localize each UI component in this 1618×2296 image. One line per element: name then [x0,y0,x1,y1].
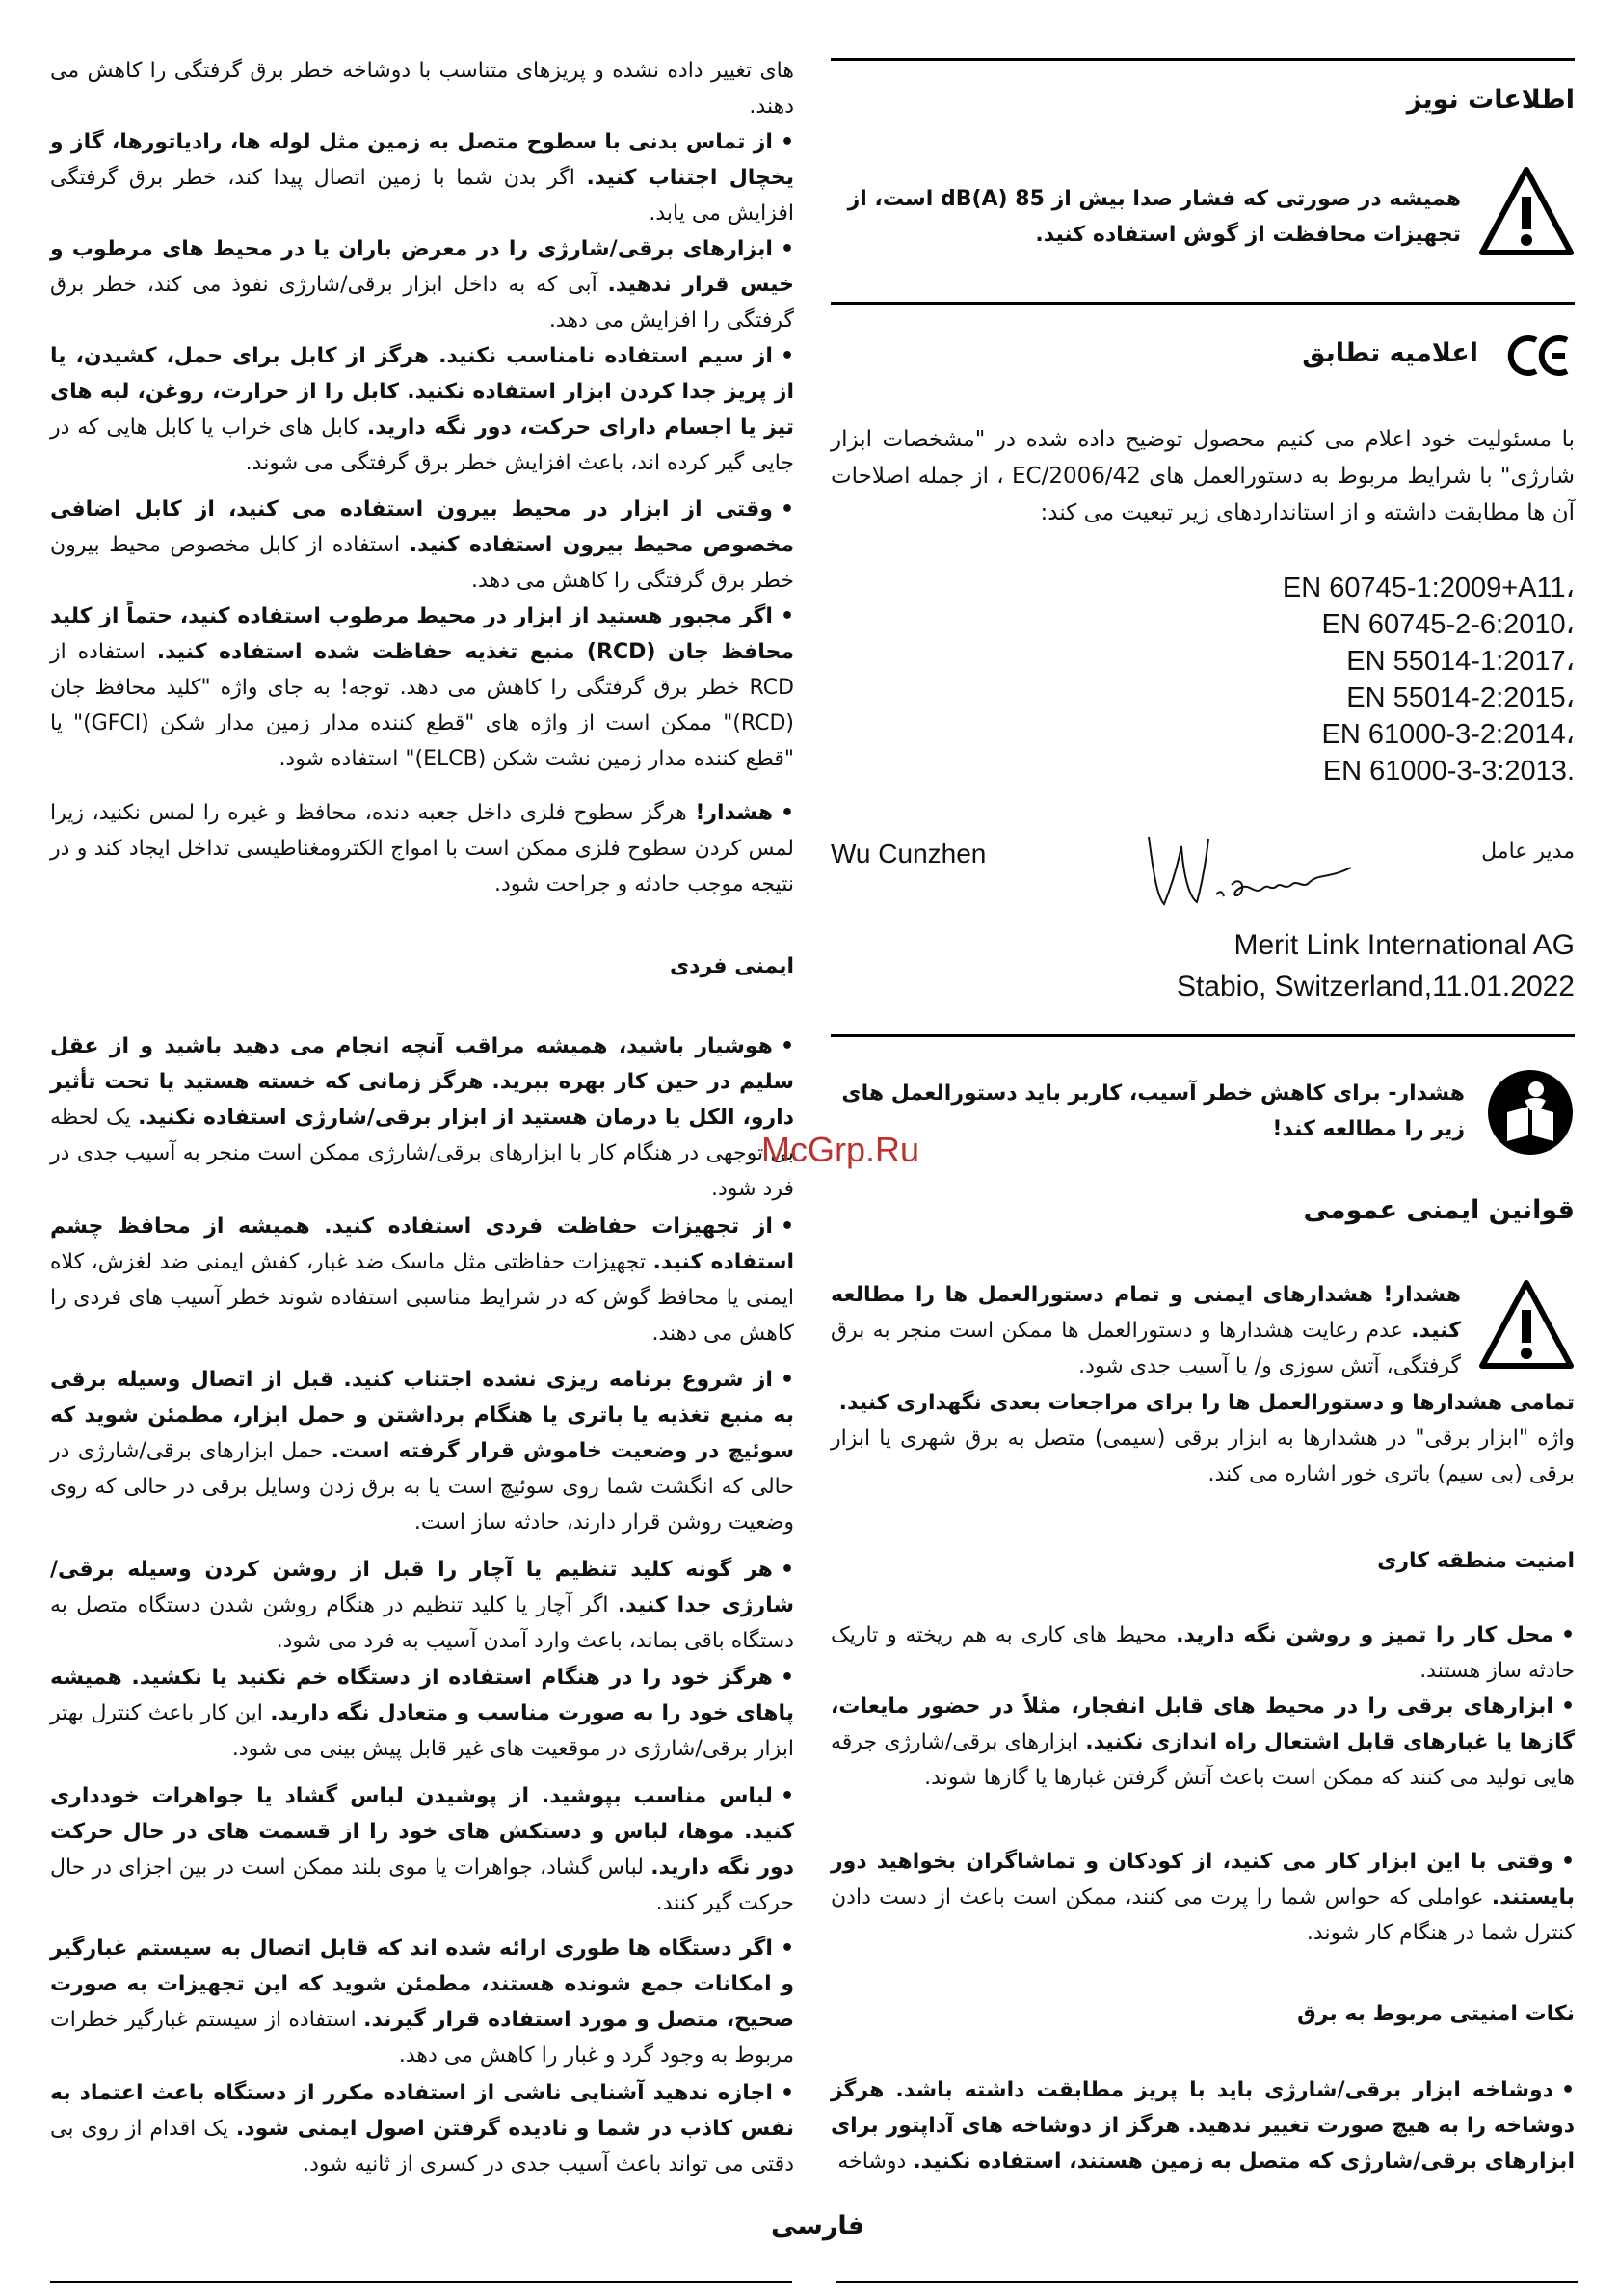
list-item: •هرگز خود را در هنگام استفاده از دستگاه خم نکنید یا نکشید. همیشه پاهای خود را به صورت مناسب و متعادل نگه دارید. این کار باعث کنترل بهتر ابزار برقی/شارژی در موقعیت های غیر قابل پیش بینی می شود. [50,1666,794,1761]
divider [831,302,1575,305]
signature-image [1139,827,1361,918]
list-item: •محل کار را تمیز و روشن نگه دارید. محیط های کاری به هم ریخته و تاریک حادثه ساز هستند. [831,1623,1576,1683]
standard-item: EN 61000-3-3:2013. [1322,756,1575,787]
divider [831,58,1575,61]
list-item: •لباس مناسب بپوشید. از پوشیدن لباس گشاد یا جواهرات خودداری کنید. موها، لباس و دستکش های خود را از قسمت های در حال حرکت دور نگه دارید. لباس گشاد، جواهرات یا موی بلند ممکن است در بین اجزای در حال حرکت گیر کنند. [50,1784,794,1915]
footer-divider [50,2281,792,2283]
ce-mark-icon [1507,333,1575,383]
list-item: •از تجهیزات حفاظت فردی استفاده کنید. همیشه از محافظ چشم استفاده کنید. تجهیزات حفاظتی مثل ماسک ضد غبار، کفش ایمنی ضد لغزش، کلاه ایمنی یا محافظ گوش که در شرایط مناسبی استفاده شوند خطر آسیب های فردی را کاهش می دهند. [50,1215,794,1346]
declaration-title: اعلامیه تطابق [1302,338,1478,368]
list-item: •از تماس بدنی با سطوح متصل به زمین مثل لوله ها، رادیاتورها، گاز و یخچال اجتناب کنید. اگر بدن شما با زمین اتصال پیدا کند، خطر برق گرفتگی افزایش می یابد. [50,130,795,226]
divider [831,1034,1575,1037]
footer-divider [836,2281,1578,2283]
declaration-intro: با مسئولیت خود اعلام می کنیم محصول توضیح داده شده در "مشخصات ابزار شارژی" با شرایط مربوط به دستورالعمل های 2006/42/EC ، از جمله اصلاحات آن ها مطابقت داشته و از استانداردهای زیر تبعیت می کند: [831,427,1575,525]
list-item: •ابزارهای برقی/شارژی را در معرض باران یا در محیط های مرطوب و خیس قرار ندهید. آبی که به داخل ابزار برقی/شارژی نفوذ می کند، خطر برق گرفتگی را افزایش می دهد. [50,237,795,333]
place-date: Stabio, Switzerland,11.01.2022 [1176,971,1575,1002]
list-item: •هشدار! هرگز سطوح فلزی داخل جعبه دنده، محافظ و غیره را لمس نکنید، زیرا لمس کردن سطوح فلزی ممکن است با امواج الکترومغناطیسی تداخل ایجاد کند و در نتیجه موجب حادثه و جراحت شود. [50,801,795,896]
declaration-heading [1286,333,1575,381]
electrical-title: نکات امنیتی مربوط به برق [1297,2002,1575,2026]
signer-name: Wu Cunzhen [831,839,987,868]
list-item: •هر گونه کلید تنظیم یا آچار را قبل از روشن کردن وسیله برقی/شارژی جدا کنید. اگر آچار یا کلید تنظیم در هنگام روشن شدن دستگاه متصل به دستگاه باقی بماند، باعث وارد آمدن آسیب به فرد می شود. [50,1558,795,1653]
keep-instructions: تمامی هشدارها و دستورالعمل ها را برای مراجعات بعدی نگهداری کنید. [838,1391,1575,1415]
list-item: •دوشاخه ابزار برقی/شارژی باید با پریز مطابقت داشته باشد. هرگز دوشاخه را به هیچ صورت تغییر ندهید. هرگز از دوشاخه های آداپتور برای ابزارهای برقی/شارژی که متصل به زمین هستند، استفاده نکنید. دوشاخه [831,2078,1575,2174]
general-warning-box [831,1277,1575,1402]
warning-triangle-icon [1478,1277,1575,1377]
general-warning-bold: هشدار! هشدارهای ایمنی و تمام دستورالعمل ها را مطالعه کنید. [831,1283,1461,1343]
general-rules-title: قوانین ایمنی عمومی [1303,1195,1575,1225]
company-name: Merit Link International AG [1233,929,1575,961]
watermark: McGrp.Ru [761,1130,920,1169]
standard-item: EN 55014-1:2017، [1346,646,1575,677]
standard-item: EN 61000-3-2:2014، [1321,719,1575,750]
list-item: •اگر دستگاه ها طوری ارائه شده اند که قابل اتصال به سیستم غبارگیر و امکانات جمع شونده هستند، مطمئن شوید که این تجهیزات به صورت صحیح، متصل و مورد استفاده قرار گیرند. استفاده از سیستم غبارگیر خطرات مربوط به وجود گرد و غبار را کاهش می دهد. [50,1936,794,2068]
list-item: •از سیم استفاده نامناسب نکنید. هرگز از کابل برای حمل، کشیدن، یا از پریز جدا کردن ابزار استفاده نکنید. کابل را از حرارت، روغن، لبه های تیز یا اجسام دارای حرکت، دور نگه دارید. کابل های خراب یا کابل هایی که در جایی گیر کرده اند، باعث افزایش خطر برق گرفتگی می شوند. [50,344,794,475]
manual-warning-box [831,1068,1575,1164]
general-warning-detail: عدم رعایت هشدارها و دستورالعمل ها ممکن است منجر به برق گرفتگی، آتش سوزی و/ یا آسیب جدی شود. [831,1319,1461,1378]
noise-warning-box [831,164,1575,280]
warning-triangle-icon [1478,164,1575,264]
work-area-title: امنیت منطقه کاری [1377,1549,1575,1573]
list-item: •اجازه ندهید آشنایی ناشی از استفاده مکرر از دستگاه باعث اعتماد به نفس کاذب در شما و نادیده گرفتن اصول ایمنی شود. یک اقدام از روی بی دقتی می تواند باعث آسیب جدی در کسری از ثانیه شود. [50,2081,794,2176]
list-item: •از شروع برنامه ریزی نشده اجتناب کنید. قبل از اتصال وسیله برقی به منبع تغذیه یا باتری یا هنگام برداشتن و حمل ابزار، مطمئن شوید که سوئیچ در وضعیت خاموش قرار گرفته است. حمل ابزارهای برقی/شارژی در حالی که انگشت شما روی سوئیچ است یا به برق زدن وسایل برقی در حالی که روی وضعیت روشن قرار دارند، حادثه ساز است. [50,1368,794,1535]
noise-title: اطلاعات نویز [1406,85,1575,115]
read-manual-icon [1486,1068,1575,1161]
continued-text: های تغییر داده نشده و پریزهای متناسب با دوشاخه خطر برق گرفتگی را کاهش می دهند. [50,59,794,119]
standard-item: EN 60745-2-6:2010، [1321,609,1575,640]
list-item: •ابزارهای برقی را در محیط های قابل انفجار، مثلاً در حضور مایعات، گازها یا غبارهای قابل اشتعال راه اندازی نکنید. ابزارهای برقی/شارژی جرقه هایی تولید می کنند که ممکن است باعث آتش گرفتن غبارها یا گازها شوند. [831,1695,1575,1790]
signer-title: مدیر عامل [1481,840,1575,864]
standard-item: EN 60745-1:2009+A11، [1282,573,1575,603]
footer-language-label: فارسی [771,2211,865,2241]
manual-warning-text: هشدار- برای کاهش خطر آسیب، کاربر باید دستورالعمل های زیر را مطالعه کند! [841,1081,1465,1141]
power-tool-term: واژه "ابزار برقی" در هشدارها به ابزار برقی (سیمی) متصل به برق شهری یا ابزار برقی (بی سیم) باتری خور اشاره می کند. [831,1427,1575,1486]
list-item: •هوشیار باشید، همیشه مراقب آنچه انجام می دهید باشید و از عقل سلیم در حین کار بهره ببرید. هرگز زمانی که خسته هستید یا تحت تأثیر دارو، الکل یا درمان هستید از ابزار برقی/شارژی استفاده نکنید. یک لحظه بی توجهی در هنگام کار با ابزارهای برقی/شارژی ممکن است منجر به آسیب جدی در فرد شود. [50,1034,794,1201]
standard-list [831,570,1575,789]
general-warning-text [831,1277,1461,1384]
list-item: •وقتی با این ابزار کار می کنید، از کودکان و تماشاگران بخواهید دور بایستند. عواملی که حواس شما را پرت می کنند، ممکن است باعث از دست دادن کنترل شما در هنگام کار شوند. [831,1850,1575,1945]
standard-item: EN 55014-2:2015، [1346,682,1575,713]
left-column [50,0,794,2296]
personal-safety-title: ایمنی فردی [670,954,794,978]
list-item: •اگر مجبور هستید از ابزار در محیط مرطوب استفاده کنید، حتماً از کلید محافظ جان (RCD) منبع تغذیه حفاظت شده استفاده کنید. استفاده از RCD خطر برق گرفتگی را کاهش می دهد. توجه! به جای واژه "کلید محافظ جان (RCD)" ممکن است از واژه های "قطع کننده مدار زمین مدار شکن (GFCI)" یا "قطع کننده مدار زمین نشت شکن (ELCB)" استفاده شود. [50,604,794,771]
right-column [831,0,1575,2296]
noise-warning-text: همیشه در صورتی که فشار صدا بیش از 85 dB(A) است، از تجهیزات محافظت از گوش استفاده کنید. [847,187,1461,247]
list-item: •وقتی از ابزار در محیط بیرون استفاده می کنید، از کابل اضافی مخصوص محیط بیرون استفاده کنید. استفاده از کابل مخصوص محیط بیرون خطر برق گرفتگی را کاهش می دهد. [50,497,795,593]
